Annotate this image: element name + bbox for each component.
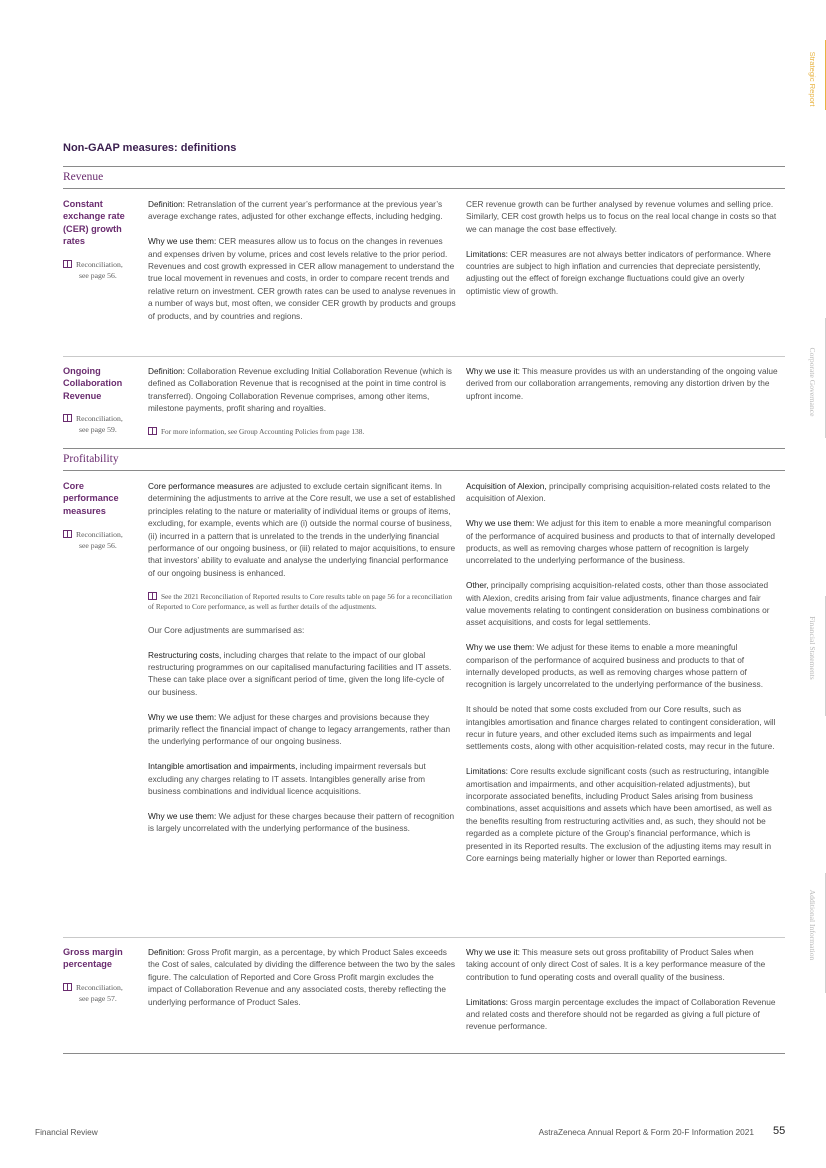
ref-line: Reconciliation,	[76, 414, 123, 423]
cer-column-2	[466, 198, 778, 310]
page-title: Non-GAAP measures: definitions	[63, 142, 237, 154]
paragraph: Restructuring costs, including charges that relate to the impact of our global restructuring programmes on our capitalised manufacturing facilities and IT assets. These can take place over a significant period of time, given the long life-cycle of our business.	[148, 649, 452, 697]
section-heading-profitability: Profitability	[63, 453, 119, 465]
ref-line: see page 56.	[79, 540, 117, 550]
ref-line: Reconciliation,	[76, 530, 123, 539]
paragraph: Why we use them: CER measures allow us to focus on the changes in revenues and expenses driven by volume, prices and cost levels relative to the prior period. Revenues and cost growth expressed in CER allow management to understand the true local movement in revenues and costs, in order to compare recent trends and relative return on investment. CER growth rates can be used to analyse revenues in a number of ways but, most often, we consider CER growth by products and groups of products, and by countries and regions.	[148, 236, 456, 321]
cross-reference-note[interactable]: See the 2021 Reconciliation of Reported results to Core results table on page 56 for a reconciliation of Reported to Core performance, as well as further details of the adjustments.	[148, 591, 452, 612]
divider	[63, 166, 785, 167]
paragraph: Why we use it: This measure sets out gross profitability of Product Sales when taking account of only direct Cost of sales. It is a key performance measure of the contribution to fund operating costs and overall quality of the business.	[466, 947, 766, 982]
term-gross-margin-percentage	[63, 946, 141, 971]
page-number: 55	[773, 1125, 786, 1137]
paragraph: Why we use it: This measure provides us with an understanding of the ongoing value derived from our collaboration arrangements, removing any distortion driven by the upfront income.	[466, 366, 778, 401]
paragraph: Limitations: Core results exclude significant costs (such as restructuring, intangible amortisation and impairments, and other acquisition-related adjustments), but incorporate associated benefits, including Product Sales arising from business combinations, asset acquisitions and assets which have been amortised, as well as the benefits resulting from restructuring activities and, as such, they should not be regarded as a complete picture of the Group’s financial performance, which is presented in its Reported results. The exclusion of the adjusting items may result in Core earnings being materially higher or lower than Reported earnings.	[466, 766, 772, 864]
ref-line: see page 57.	[79, 993, 117, 1003]
side-tab-corporate-governance[interactable]: Corporate Governance	[808, 347, 817, 417]
reconciliation-link-ocr[interactable]	[63, 414, 137, 435]
term-ongoing-collaboration-revenue	[63, 365, 141, 402]
term-line: performance	[63, 493, 119, 504]
term-line: percentage	[63, 959, 113, 970]
paragraph: Definition: Retranslation of the current year’s performance at the previous year’s average exchange rates, adjusted for other exchange effects, including hedging.	[148, 199, 443, 222]
term-line: Gross margin	[63, 947, 123, 957]
paragraph: Other, principally comprising acquisition-related costs, other than those associated with Alexion, credits arising from fair value adjustments, finance charges and fair value movements relating to contingent consideration on business combinations or asset acquisitions, and costs for legal settlements.	[466, 580, 770, 628]
paragraph: Why we use them: We adjust for these charges because their pattern of recognition is largely uncorrelated with the underlying performance of the business.	[148, 810, 455, 834]
paragraph: Acquisition of Alexion, principally comprising acquisition-related costs related to the acquisition of Alexion.	[466, 481, 771, 504]
paragraph: Our Core adjustments are summarised as:	[148, 624, 305, 635]
term-line: (CER) growth	[63, 223, 122, 234]
reconciliation-link-cer[interactable]	[63, 260, 137, 281]
paragraph: Core performance measures are adjusted to exclude certain significant items. In determining the adjustments to arrive at the Core result, we use a set of established principles relating to the nature or materiality of individual items or groups of items, excluding, for example, events which are (i) outside the normal course of business, (ii) incurred in a pattern that is unrelated to the trends in the underlying financial performance of our ongoing business, or (iii) related to major acquisitions, to ensure that investors’ ability to evaluate and analyse the underlying financial performance of our ongoing business is enhanced.	[148, 481, 456, 578]
ref-line: Reconciliation,	[76, 260, 123, 269]
footer-publication: AstraZeneca Annual Report & Form 20-F Information 2021	[538, 1127, 754, 1137]
term-line: Collaboration	[63, 378, 123, 389]
core-column-1	[148, 480, 457, 847]
ref-line: see page 59.	[79, 424, 117, 434]
term-line: Revenue	[63, 390, 102, 401]
ref-line: see page 56.	[79, 270, 117, 280]
paragraph: Limitations: Gross margin percentage excludes the impact of Collaboration Revenue and related costs and therefore should not be regarded as giving a full picture of revenue performance.	[466, 996, 776, 1032]
footer-section-name: Financial Review	[35, 1127, 98, 1137]
term-line: rates	[63, 236, 85, 247]
side-tab-additional-information[interactable]: Additional Information	[808, 889, 817, 961]
book-icon	[148, 427, 157, 435]
ref-line: Reconciliation,	[76, 983, 123, 992]
book-icon	[63, 260, 72, 268]
term-line: Constant	[63, 199, 103, 209]
divider	[63, 448, 785, 449]
term-line: exchange rate	[63, 211, 125, 222]
term-line: Ongoing	[63, 366, 101, 376]
cer-column-1	[148, 198, 457, 334]
core-column-2	[466, 480, 778, 877]
side-tab-financial-statements[interactable]: Financial Statements	[808, 616, 817, 680]
term-core-performance-measures	[63, 480, 141, 517]
paragraph: Intangible amortisation and impairments, including impairment reversals but excluding any charges relating to IT assets. Intangibles generally arise from business combinations and individual licence acquisitions.	[148, 761, 426, 797]
section-heading-revenue: Revenue	[63, 171, 104, 183]
book-icon	[63, 983, 72, 991]
book-icon	[63, 530, 72, 538]
divider	[63, 470, 785, 471]
divider	[63, 1053, 785, 1054]
book-icon	[63, 414, 72, 422]
paragraph: Why we use them: We adjust for these items to enable a more meaningful comparison of the performance of acquired business and products to that of internally developed products, as well as removing charges whose pattern of recognition is largely uncorrelated to the underlying performance of the business.	[466, 642, 764, 690]
gm-column-2	[466, 946, 778, 1045]
reconciliation-link-gm[interactable]	[63, 983, 137, 1004]
paragraph: Definition: Collaboration Revenue excluding Initial Collaboration Revenue (which is defined as Collaboration Revenue that is recognised at the point in time control is transferred). Ongoing Collaboration Revenue comprises, among other items, milestone payments, profit sharing and royalties.	[148, 366, 452, 414]
divider	[63, 356, 785, 357]
side-tab-strategic-report[interactable]: Strategic Report	[808, 51, 817, 107]
paragraph: CER revenue growth can be further analysed by revenue volumes and selling price. Similarly, CER cost growth helps us to focus on the real local change in costs so that we can manage the cost base effectively.	[466, 199, 777, 234]
term-line: measures	[63, 505, 106, 516]
paragraph: Why we use them: We adjust for this item to enable a more meaningful comparison of the performance of acquired business and products to that of internally developed products, as well as removing charges whose pattern of recognition is largely uncorrelated to the underlying performance of the business.	[466, 518, 776, 566]
term-line: Core	[63, 481, 84, 491]
divider	[63, 188, 785, 189]
divider	[63, 937, 785, 938]
term-cer	[63, 198, 141, 248]
paragraph: Limitations: CER measures are not always better indicators of performance. Where countries are subject to high inflation and currencies that depreciate persistently, adjusting out the effect of foreign exchange fluctuations could give an overly optimistic view of growth.	[466, 248, 771, 296]
ocr-column-2	[466, 365, 778, 415]
reconciliation-link-core[interactable]	[63, 530, 137, 551]
ocr-column-1	[148, 365, 457, 449]
book-icon	[148, 592, 157, 600]
paragraph: Definition: Gross Profit margin, as a percentage, by which Product Sales exceeds the Cost of sales, calculated by dividing the difference between the two by the sales figure. The calculation of Reported and Core Gross Profit margin excludes the impact of Collaboration Revenue and any associated costs, thereby reflecting the underlying performance of Product Sales.	[148, 947, 456, 1007]
gm-column-1	[148, 946, 457, 1020]
paragraph: It should be noted that some costs excluded from our Core results, such as intangibles amortisation and finance charges related to contingent consideration, will recur in future years, and other excluded items such as impairments and legal settlements costs, along with other acquisition-related costs, may recur in the future.	[466, 704, 776, 752]
cross-reference-note[interactable]: For more information, see Group Accounting Policies from page 138.	[148, 427, 457, 438]
paragraph: Why we use them: We adjust for these charges and provisions because they primarily reflect the financial impact of change to legacy arrangements, rather than the underlying performance of our ongoing business.	[148, 711, 451, 747]
